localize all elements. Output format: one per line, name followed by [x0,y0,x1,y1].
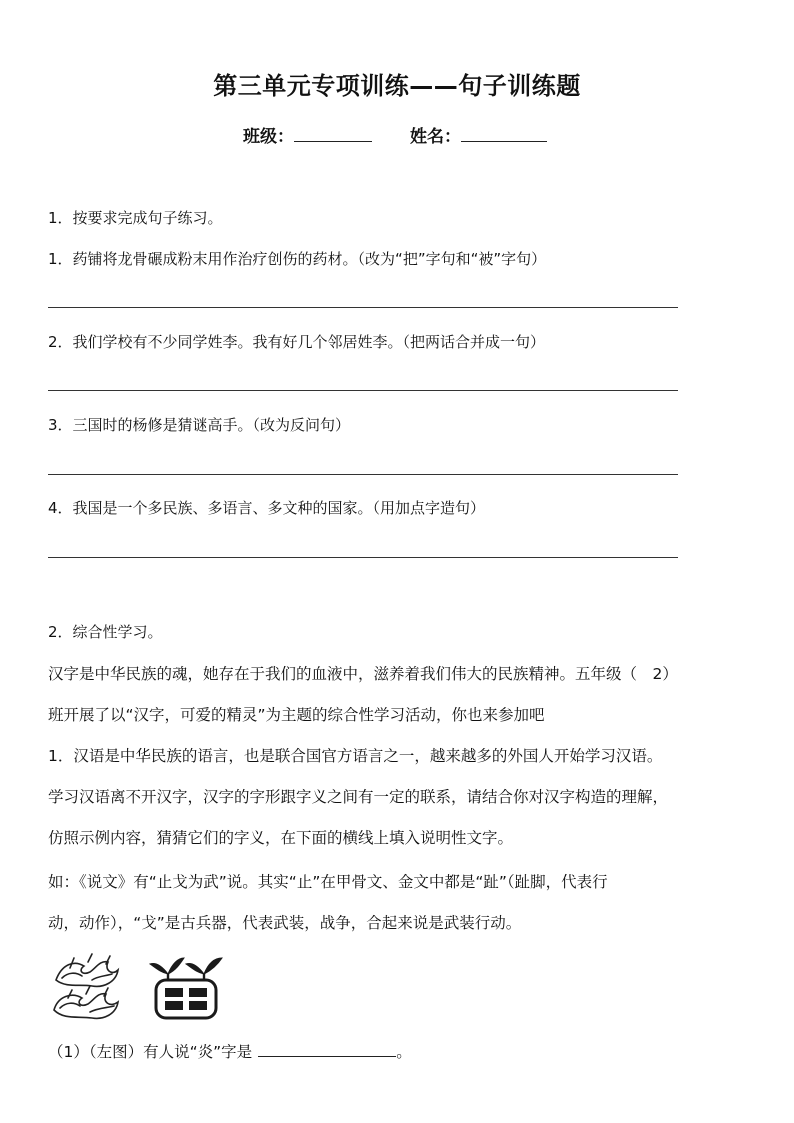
name-blank[interactable] [461,141,547,142]
class-field [243,122,372,147]
sub-question-1-end: 。 [396,1043,412,1061]
flame-glyph-icon [48,952,126,1022]
section1-heading: 1．按要求完成句子练习。 [48,209,223,227]
sub-question-1 [48,1042,412,1062]
q1-line-2: 学习汉语离不开汉字，汉字的字形跟字义之间有一定的联系，请结合你对汉字构造的理解， [48,788,669,806]
page-title: 第三单元专项训练——句子训练题 [213,72,581,100]
answer-line-4[interactable] [48,557,678,558]
answer-line-2[interactable] [48,390,678,391]
sub-question-1-text: （1）（左图）有人说“炎”字是 [48,1043,253,1061]
example-line-2: 动，动作），“戈”是古兵器，代表武装，战争，合起来说是武装行动。 [48,914,522,932]
question-1-text: 1．药铺将龙骨碾成粉末用作治疗创伤的药材。（改为“把”字句和“被”字句） [48,250,547,268]
example-line-1: 如：《说文》有“止戈为武”说。其实“止”在甲骨文、金文中都是“趾”（趾脚，代表行 [48,873,608,891]
intro-line-1: 汉字是中华民族的魂，她存在于我们的血液中，滋养着我们伟大的民族精神。五年级（ 2） [48,665,678,683]
q1-line-3: 仿照示例内容，猜猜它们的字义，在下面的横线上填入说明性文字。 [48,829,514,847]
question-3-text: 3．三国时的杨修是猜谜高手。（改为反问句） [48,416,351,434]
name-field [410,122,547,147]
seedling-field-glyph-icon [148,948,224,1022]
question-2-text: 2．我们学校有不少同学姓李。我有好几个邻居姓李。（把两话合并成一句） [48,333,546,351]
answer-line-1[interactable] [48,307,678,308]
question-4-text: 4．我国是一个多民族、多语言、多文种的国家。（用加点字造句） [48,499,486,517]
class-label: 班级： [243,127,294,147]
name-label: 姓名： [410,127,461,147]
class-blank[interactable] [294,141,372,142]
section2-heading: 2．综合性学习。 [48,623,163,641]
answer-line-3[interactable] [48,474,678,475]
q1-line-1: 1．汉语是中华民族的语言，也是联合国官方语言之一，越来越多的外国人开始学习汉语。 [48,747,663,765]
intro-line-2: 班开展了以“汉字，可爱的精灵”为主题的综合性学习活动，你也来参加吧 [48,706,545,724]
sub-question-1-blank[interactable] [258,1056,396,1057]
